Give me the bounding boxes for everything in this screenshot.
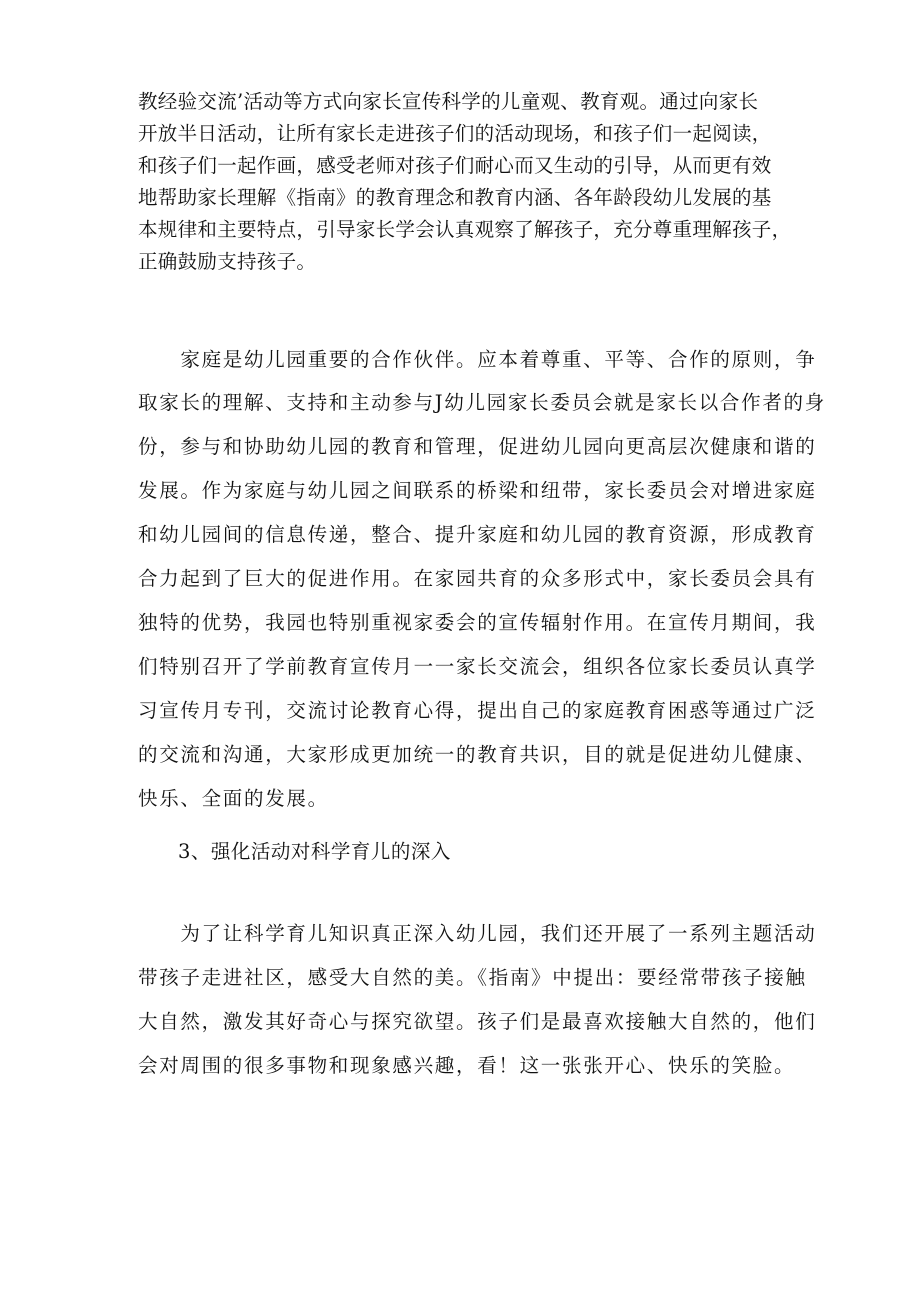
paragraph-2-line: 们特别召开了学前教育宣传月一一家长交流会，组织各位家长委员认真学 [138, 655, 817, 678]
section-heading: 3、强化活动对科学育儿的深入 [178, 840, 451, 863]
paragraph-2-line: 取家长的理解、支持和主动参与J幼儿园家长委员会就是家长以合作者的身 [138, 391, 826, 414]
paragraph-4-line: 为了让科学育儿知识真正深入幼儿园，我们还开展了一系列主题活动 [138, 922, 817, 945]
paragraph-4-line: 大自然，激发其好奇心与探究欲望。孩子们是最喜欢接触大自然的，他们 [138, 1010, 817, 1033]
paragraph-4-line: 会对周围的很多事物和现象感兴趣，看！这一张张开心、快乐的笑脸。 [138, 1054, 796, 1077]
paragraph-1-line: 本规律和主要特点，引导家长学会认真观察了解孩子，充分尊重理解孩子， [138, 218, 792, 241]
paragraph-1-line: 地帮助家长理解《指南》的教育理念和教育内涵、各年龄段幼儿发展的基 [138, 186, 772, 209]
paragraph-2-line: 发展。作为家庭与幼儿园之间联系的桥梁和纽带，家长委员会对增进家庭 [138, 479, 817, 502]
paragraph-4-line: 带孩子走进社区，感受大自然的美。《指南》中提出：要经常带孩子接触 [138, 966, 807, 989]
paragraph-2-line: 家庭是幼儿园重要的合作伙伴。应本着尊重、平等、合作的原则，争 [138, 348, 817, 371]
paragraph-2-line: 和幼儿园间的信息传递，整合、提升家庭和幼儿园的教育资源，形成教育 [138, 523, 817, 546]
paragraph-2-line: 习宣传月专刊，交流讨论教育心得，提出自己的家庭教育困惑等通过广泛 [138, 699, 817, 722]
paragraph-2-line: 合力起到了巨大的促进作用。在家园共育的众多形式中，家长委员会具有 [138, 567, 817, 590]
paragraph-2-line: 的交流和沟通，大家形成更加统一的教育共识，目的就是促进幼儿健康、 [138, 743, 817, 766]
paragraph-2-line: 份，参与和协助幼儿园的教育和管理，促进幼儿园向更高层次健康和谐的 [138, 435, 817, 458]
paragraph-1-line: 正确鼓励支持孩子。 [138, 250, 317, 273]
paragraph-1-line: 和孩子们一起作画，感受老师对孩子们耐心而又生动的引导，从而更有效 [138, 154, 772, 177]
paragraph-2-line: 独特的优势，我园也特别重视家委会的宣传辐射作用。在宣传月期间，我 [138, 611, 817, 634]
paragraph-1-line: 教经验交流’活动等方式向家长宣传科学的儿童观、教育观。通过向家长 [138, 90, 759, 113]
paragraph-2-line: 快乐、全面的发展。 [138, 787, 329, 810]
paragraph-1-line: 开放半日活动，让所有家长走进孩子们的活动现场，和孩子们一起阅读， [138, 122, 772, 145]
